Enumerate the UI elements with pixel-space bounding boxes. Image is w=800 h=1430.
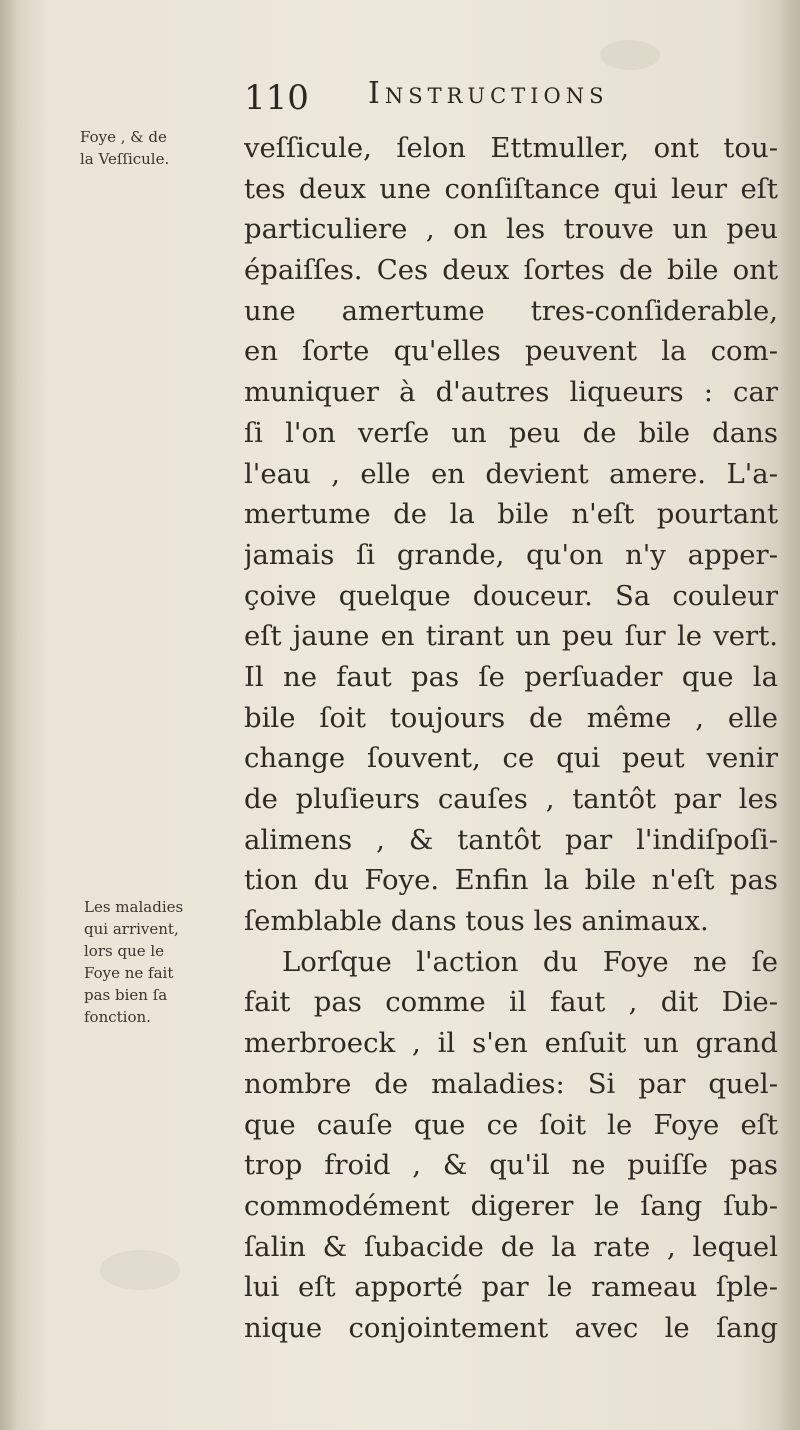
text-line: veſſicule, ſelon Ettmuller, ont tou- xyxy=(244,132,778,164)
text-line: alimens , & tantôt par l'indiſpoſi- xyxy=(244,823,778,856)
text-line: une amertume tres-conſiderable, xyxy=(244,294,778,327)
marginal-note-line: pas bien ſa xyxy=(84,986,168,1004)
page-header xyxy=(240,72,780,122)
text-line: épaiſſes. Ces deux ſortes de bile ont xyxy=(244,254,778,287)
marginal-note-line: Foye , & de xyxy=(80,128,167,146)
page-edge-shadow xyxy=(778,0,800,1430)
paper-stain xyxy=(600,40,660,70)
marginal-note-line: Foye ne fait xyxy=(84,964,174,982)
text-line: Il ne faut pas ſe perſuader que la xyxy=(244,660,778,693)
text-line: bile ſoit toujours de même , elle xyxy=(244,701,778,734)
text-line: l'eau , elle en devient amere. L'a- xyxy=(244,457,778,490)
text-line: muniquer à d'autres liqueurs : car xyxy=(244,376,778,409)
text-line: ſemblable dans tous les animaux. xyxy=(244,905,709,938)
text-line: çoive quelque douceur. Sa couleur xyxy=(244,579,778,612)
text-line: lui eſt apporté par le rameau ſple- xyxy=(244,1271,778,1304)
marginal-note-line: Les maladies xyxy=(84,898,184,916)
body-text xyxy=(244,128,778,1349)
text-line: ſalin & ſubacide de la rate , lequel xyxy=(244,1230,778,1263)
text-line: trop froid , & qu'il ne puiſſe pas xyxy=(244,1149,778,1182)
page-spine-shadow xyxy=(0,0,18,1430)
text-line: commodément digerer le ſang ſub- xyxy=(244,1189,778,1222)
text-line: en ſorte qu'elles peuvent la com- xyxy=(244,335,778,368)
text-line: tes deux une conſiſtance qui leur eſt xyxy=(244,172,778,205)
text-line: merbroeck , il s'en enſuit un grand xyxy=(244,1027,778,1060)
text-line: que cauſe que ce ſoit le Foye eſt xyxy=(244,1108,778,1141)
paper-stain xyxy=(100,1250,180,1290)
running-title: Instructions xyxy=(368,76,609,111)
text-line: mertume de la bile n'eſt pourtant xyxy=(244,498,778,531)
text-line: change ſouvent, ce qui peut venir xyxy=(244,742,778,775)
text-line: Lorſque l'action du Foye ne ſe xyxy=(282,945,778,978)
text-line: jamais ſi grande, qu'on n'y apper- xyxy=(244,538,778,571)
text-line: fait pas comme il faut , dit Die- xyxy=(244,986,778,1019)
text-line: de pluſieurs cauſes , tantôt par les xyxy=(244,783,778,815)
marginal-note-line: fonction. xyxy=(84,1008,151,1026)
marginal-note xyxy=(80,126,169,170)
page-number: 110 xyxy=(244,78,309,118)
marginal-note-line: qui arrivent, xyxy=(84,920,179,938)
text-line: tion du Foye. Enfin la bile n'eſt pas xyxy=(244,864,778,897)
marginal-note xyxy=(84,896,183,1028)
marginal-note-line: la Veſſicule. xyxy=(80,150,170,168)
marginal-note-line: lors que le xyxy=(84,942,165,960)
text-line: ſi l'on verſe un peu de bile dans xyxy=(244,416,778,449)
text-line: eſt jaune en tirant un peu ſur le vert. xyxy=(244,620,778,653)
text-line: nombre de maladies: Si par quel- xyxy=(244,1067,778,1100)
text-line: particuliere , on les trouve un peu xyxy=(244,213,778,246)
text-line: nique conjointement avec le ſang xyxy=(244,1311,778,1344)
